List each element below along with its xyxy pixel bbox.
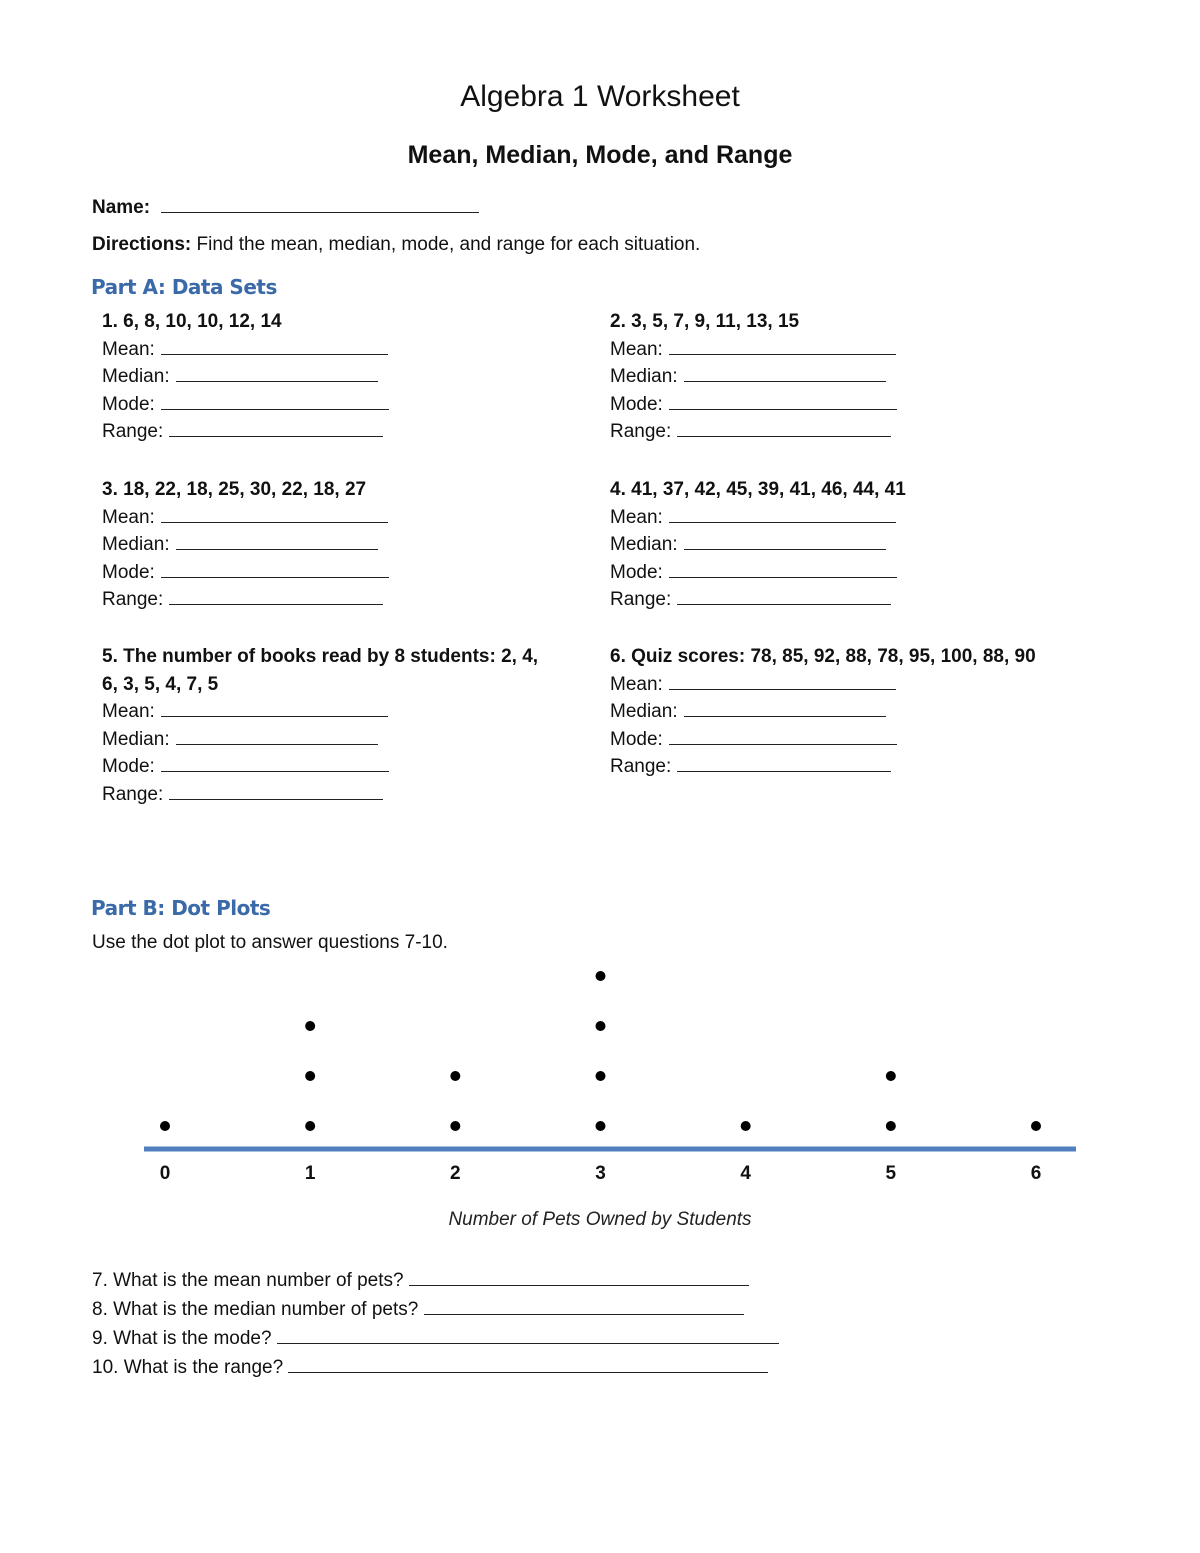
data-dot [450, 1121, 460, 1131]
data-dot [305, 1121, 315, 1131]
directions-text: Find the mean, median, mode, and range for each situation. [191, 234, 701, 255]
median-label: Median: [102, 728, 170, 750]
dot-plot-instruction: Use the dot plot to answer questions 7-10. [92, 932, 448, 953]
mode-label: Mode: [610, 393, 663, 415]
answer-line[interactable] [409, 1284, 749, 1286]
range-label: Range: [102, 421, 164, 442]
problem-question: 4. 41, 37, 42, 45, 39, 41, 46, 44, 41 [610, 479, 906, 500]
tick-label: 6 [1030, 1163, 1042, 1184]
dot-group [160, 971, 1041, 1131]
problem-question: 5. The number of books read by 8 students: 2, 4, [102, 646, 539, 667]
median-label: Median: [610, 701, 678, 722]
x-axis-label: Number of Pets Owned by Students [448, 1209, 752, 1230]
mode-label: Mode: [102, 393, 155, 415]
question-text: 9. What is the mode? [92, 1328, 277, 1349]
problem-question-continued: 6, 3, 5, 4, 7, 5 [102, 673, 219, 695]
median-label: Median: [102, 366, 170, 387]
data-dot [596, 1071, 606, 1081]
data-dot [305, 1071, 315, 1081]
worksheet-subtitle: Mean, Median, Mode, and Range [407, 141, 793, 169]
data-dot [305, 1021, 315, 1031]
answer-line[interactable] [288, 1371, 768, 1373]
tick-label: 3 [595, 1163, 606, 1184]
question-list [92, 1266, 779, 1382]
question-9 [92, 1324, 779, 1353]
data-dot [596, 1021, 606, 1031]
mean-label: Mean: [610, 338, 663, 360]
question-10 [92, 1353, 779, 1382]
mean-label: Mean: [102, 506, 155, 528]
mode-label: Mode: [610, 728, 663, 750]
answer-line[interactable] [277, 1342, 779, 1344]
mean-label: Mean: [610, 673, 663, 695]
median-label: Median: [610, 366, 678, 387]
tick-label: 0 [159, 1163, 171, 1184]
data-dot [160, 1121, 170, 1131]
tick-label: 2 [450, 1163, 461, 1184]
mean-label: Mean: [610, 506, 663, 528]
tick-label-group [160, 1163, 1042, 1184]
question-text: 8. What is the median number of pets? [92, 1299, 424, 1320]
mode-label: Mode: [610, 561, 663, 583]
data-dot [596, 1121, 606, 1131]
data-dot [1031, 1121, 1041, 1131]
mean-label: Mean: [102, 338, 155, 360]
data-dot [886, 1121, 896, 1131]
problem-question: 1. 6, 8, 10, 10, 12, 14 [102, 311, 282, 332]
mean-label: Mean: [102, 701, 155, 722]
question-7 [92, 1266, 779, 1295]
mode-label: Mode: [102, 756, 155, 777]
median-label: Median: [102, 534, 170, 555]
range-label: Range: [102, 783, 164, 805]
part-a-heading: Part A: Data Sets [91, 275, 277, 299]
worksheet-title: Algebra 1 Worksheet [460, 80, 740, 113]
range-label: Range: [610, 589, 672, 610]
problem-question: 6. Quiz scores: 78, 85, 92, 88, 78, 95, 100, 88, 90 [610, 646, 1036, 667]
data-dot [886, 1071, 896, 1081]
mode-label: Mode: [102, 561, 155, 583]
problem-question: 2. 3, 5, 7, 9, 11, 13, 15 [610, 311, 800, 332]
tick-label: 5 [885, 1163, 897, 1184]
median-label: Median: [610, 534, 678, 555]
data-dot [596, 971, 606, 981]
range-label: Range: [610, 421, 672, 442]
question-8 [92, 1295, 779, 1324]
name-label: Name: [92, 197, 151, 218]
range-label: Range: [102, 589, 164, 610]
data-dot [450, 1071, 460, 1081]
answer-line[interactable] [424, 1313, 744, 1315]
part-b-heading: Part B: Dot Plots [91, 896, 271, 920]
tick-label: 4 [740, 1163, 751, 1184]
question-text: 10. What is the range? [92, 1357, 289, 1378]
tick-label: 1 [304, 1163, 316, 1184]
range-label: Range: [610, 756, 672, 777]
problem-question: 3. 18, 22, 18, 25, 30, 22, 18, 27 [102, 479, 367, 500]
question-text: 7. What is the mean number of pets? [92, 1270, 409, 1291]
data-dot [741, 1121, 751, 1131]
directions-label: Directions: [92, 234, 192, 255]
